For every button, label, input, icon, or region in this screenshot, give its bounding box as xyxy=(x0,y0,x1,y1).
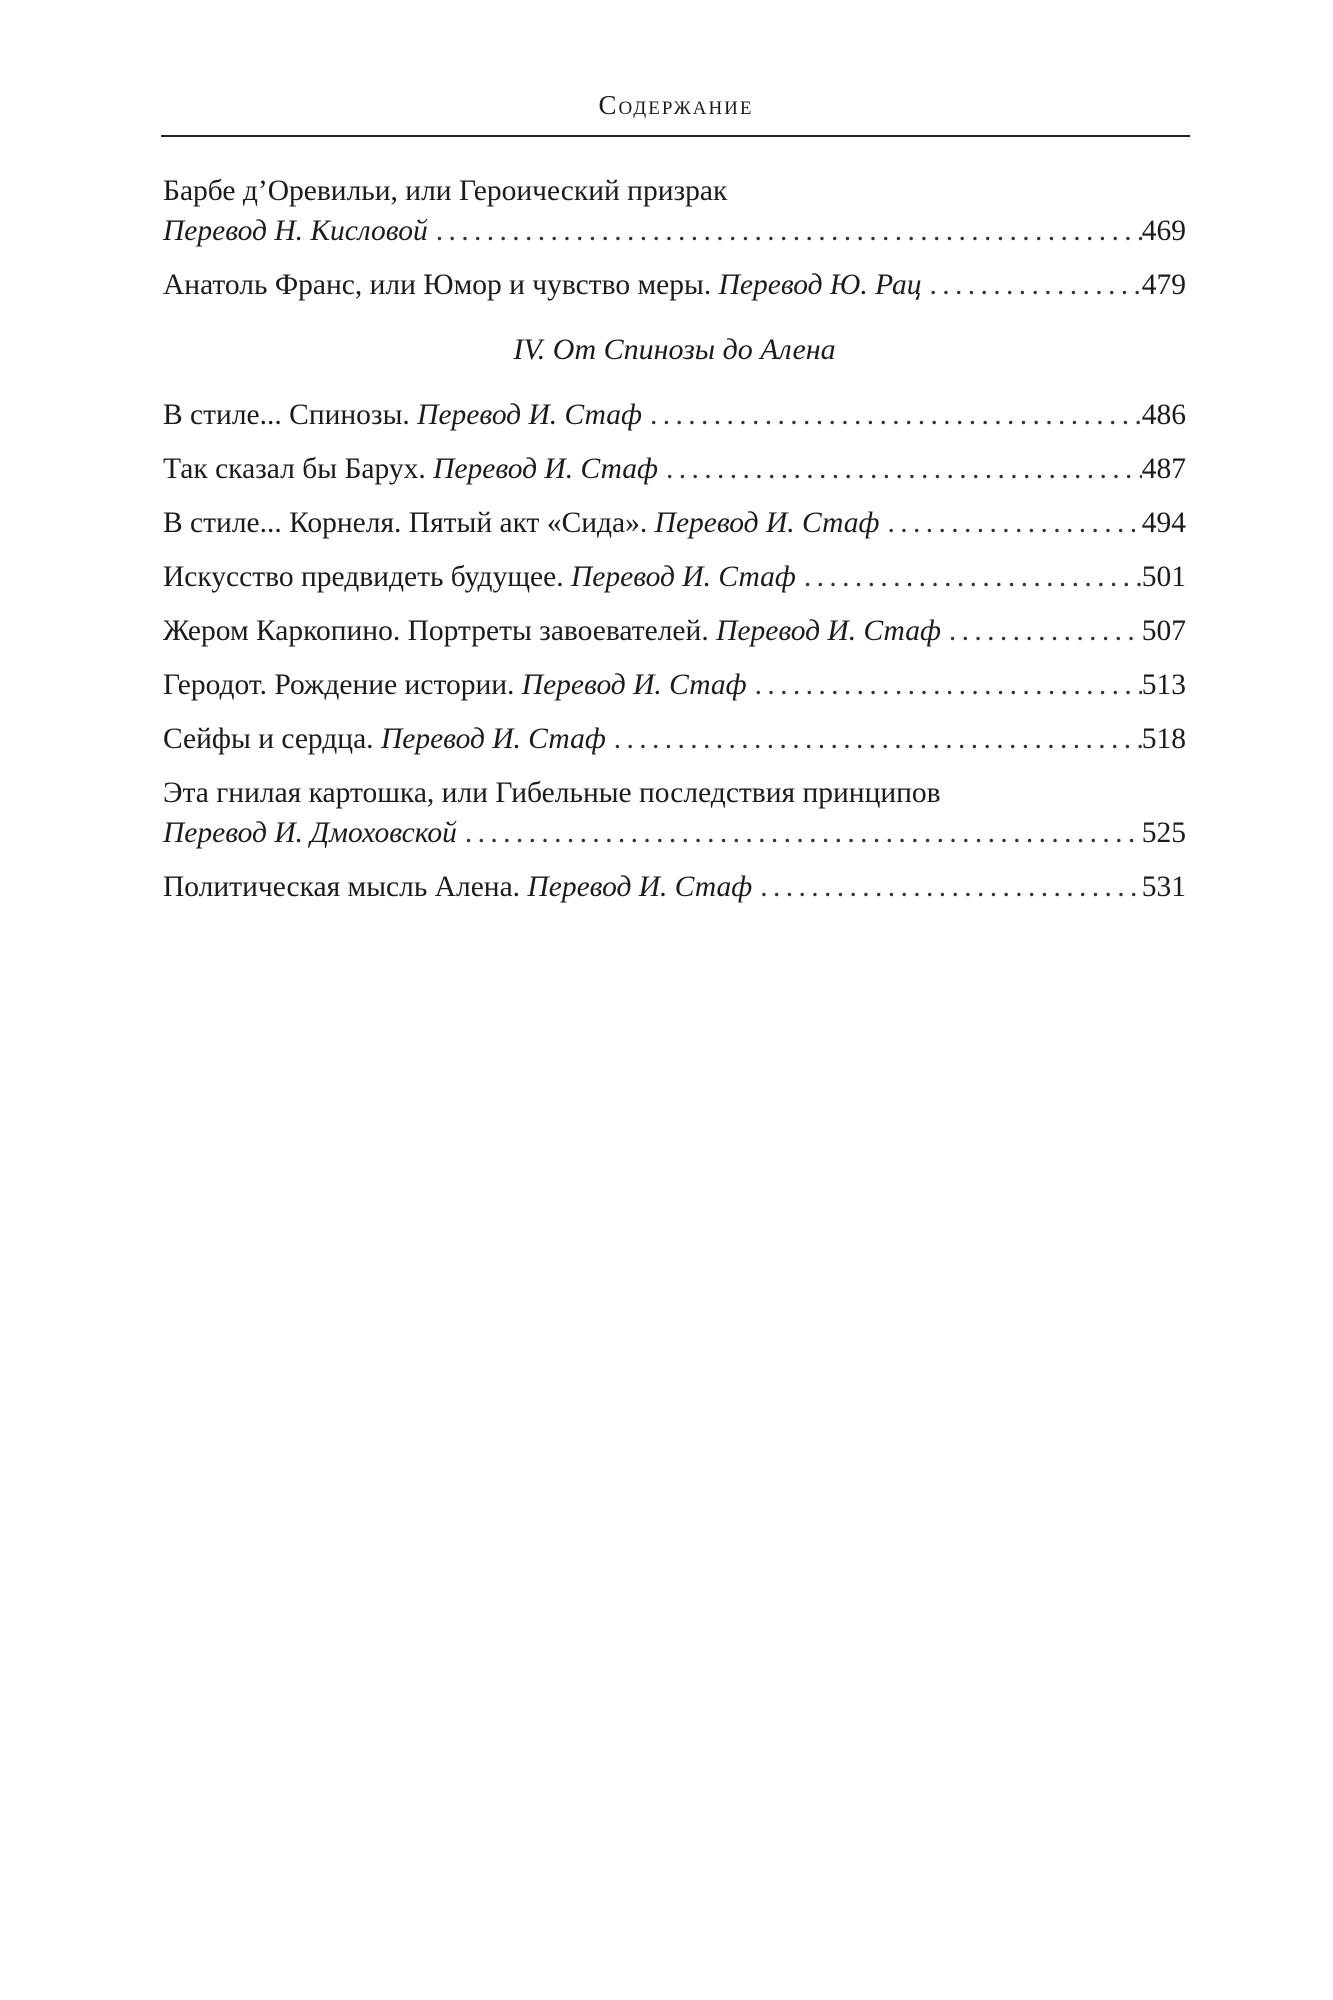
toc-entry-page: 501 xyxy=(1141,561,1186,593)
toc-entry-title: Жером Каркопино. Портреты завоевателей. xyxy=(163,615,709,647)
leader-dots xyxy=(457,812,1142,855)
toc-entry[interactable] xyxy=(163,556,1186,600)
toc-entry-title: Политическая мысль Алена. xyxy=(163,871,521,903)
leader-dots xyxy=(796,556,1142,599)
toc-entry-page: 518 xyxy=(1141,723,1186,755)
toc-entry[interactable] xyxy=(163,664,1186,708)
leader-dots xyxy=(658,448,1142,491)
toc-entry-title: В стиле... Спинозы. xyxy=(163,399,410,431)
running-title: Содержание xyxy=(598,90,754,120)
toc-entry[interactable] xyxy=(163,170,1186,254)
toc-entry-title: Так сказал бы Барух. xyxy=(163,453,426,485)
toc-entry-translator: Перевод Ю. Рац xyxy=(718,269,922,301)
leader-dots xyxy=(922,264,1142,307)
toc-entry-title: Сейфы и сердца. xyxy=(163,723,374,755)
table-of-contents xyxy=(163,170,1186,920)
toc-entry-translator: Перевод И. Дмоховской xyxy=(163,817,457,849)
toc-entry-title: Анатоль Франс, или Юмор и чувство меры. xyxy=(163,269,712,301)
toc-entry[interactable] xyxy=(163,502,1186,546)
leader-dots xyxy=(428,210,1142,253)
toc-entry-page: 525 xyxy=(1141,817,1186,849)
leader-dots xyxy=(879,502,1141,545)
toc-entry[interactable] xyxy=(163,772,1186,856)
toc-entry[interactable] xyxy=(163,394,1186,438)
toc-entry-title: Геродот. Рождение истории. xyxy=(163,669,515,701)
toc-entry-page: 469 xyxy=(1141,215,1186,247)
toc-entry-translator: Перевод И. Стаф xyxy=(654,507,880,539)
leader-dots xyxy=(642,394,1142,437)
toc-entry-page: 531 xyxy=(1141,871,1186,903)
toc-entry-title: Барбе д’Оревильи, или Героический призрак xyxy=(163,175,728,207)
leader-dots xyxy=(752,866,1142,909)
toc-entry-title: В стиле... Корнеля. Пятый акт «Сида». xyxy=(163,507,648,539)
toc-entry-page: 486 xyxy=(1141,399,1186,431)
header-rule xyxy=(161,135,1190,137)
toc-entry-page: 487 xyxy=(1141,453,1186,485)
toc-entry-page: 479 xyxy=(1141,269,1186,301)
toc-entry[interactable] xyxy=(163,718,1186,762)
leader-dots xyxy=(941,610,1142,653)
toc-entry-translator: Перевод И. Стаф xyxy=(570,561,796,593)
toc-entry-page: 507 xyxy=(1141,615,1186,647)
leader-dots xyxy=(606,718,1142,761)
toc-entry-title: Искусство предвидеть будущее. xyxy=(163,561,564,593)
toc-entry-page: 494 xyxy=(1141,507,1186,539)
toc-entry[interactable] xyxy=(163,866,1186,910)
toc-entry[interactable] xyxy=(163,264,1186,308)
leader-dots xyxy=(747,664,1142,707)
toc-entry-translator: Перевод И. Стаф xyxy=(527,871,753,903)
toc-entry-page: 513 xyxy=(1141,669,1186,701)
toc-entry-translator: Перевод И. Стаф xyxy=(380,723,606,755)
toc-entry-translator: Перевод И. Стаф xyxy=(716,615,941,647)
toc-entry-translator: Перевод И. Стаф xyxy=(521,669,747,701)
toc-entry-translator: Перевод И. Стаф xyxy=(417,399,642,431)
toc-entry-title: Эта гнилая картошка, или Гибельные последствия принципов xyxy=(163,777,941,809)
toc-entry-translator: Перевод Н. Кисловой xyxy=(163,215,428,247)
toc-entry-translator: Перевод И. Стаф xyxy=(433,453,658,485)
section-title: IV. От Спинозы до Алена xyxy=(513,333,836,366)
toc-entry[interactable] xyxy=(163,448,1186,492)
toc-entry[interactable] xyxy=(163,610,1186,654)
